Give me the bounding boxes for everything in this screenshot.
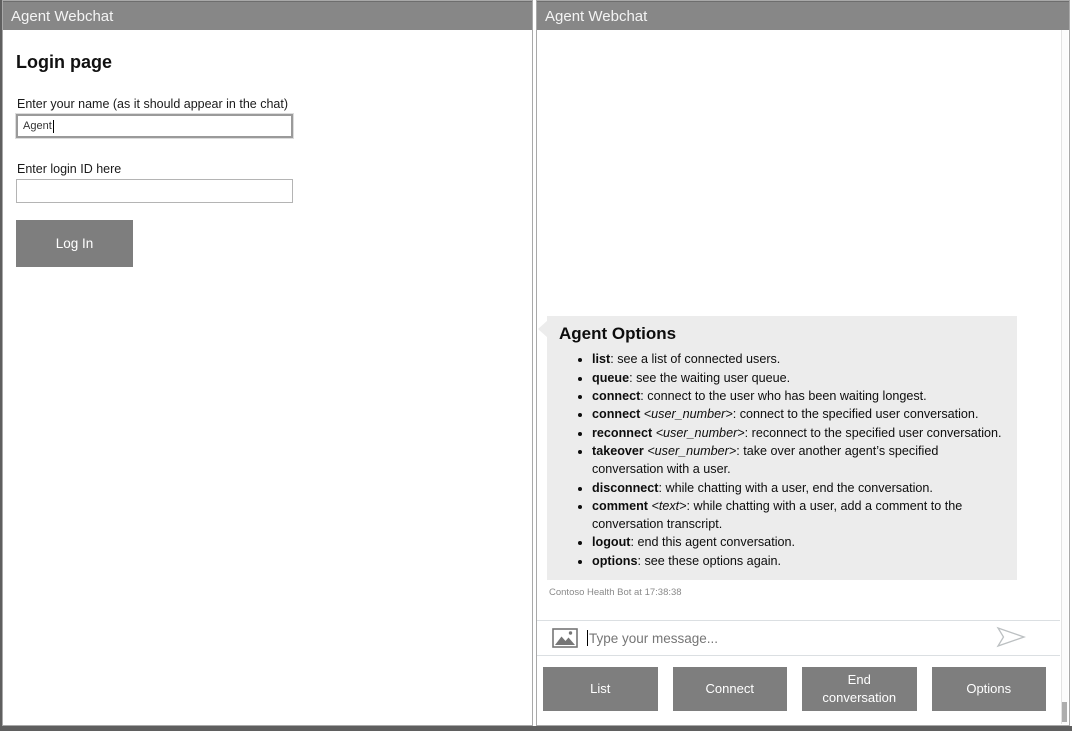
agent-option-item: • reconnect <user_number>: reconnect to the specified user conversation. bbox=[592, 424, 1005, 442]
agent-option-item: • queue: see the waiting user queue. bbox=[592, 369, 1005, 387]
login-id-input[interactable] bbox=[16, 179, 293, 203]
message-timestamp: Contoso Health Bot at 17:38:38 bbox=[549, 587, 682, 598]
agent-webchat-window bbox=[536, 0, 1070, 726]
message-input[interactable] bbox=[586, 621, 996, 655]
agent-option-item: • options: see these options again. bbox=[592, 552, 1005, 570]
action-button-connect[interactable]: Connect bbox=[673, 667, 788, 711]
agent-option-item: • takeover <user_number>: take over another agent’s specified conversation with a user. bbox=[592, 442, 1005, 479]
text-caret bbox=[587, 630, 588, 646]
message-input-placeholder: Type your message... bbox=[589, 630, 719, 646]
left-window-titlebar bbox=[3, 1, 532, 30]
window-frame-bottom-edge bbox=[0, 726, 1072, 731]
action-button-end-conversation[interactable]: End conversation bbox=[802, 667, 917, 711]
agent-options-list bbox=[559, 350, 1005, 570]
name-input[interactable] bbox=[16, 114, 293, 138]
right-window-title: Agent Webchat bbox=[545, 7, 648, 25]
chat-body bbox=[537, 30, 1060, 725]
login-page-heading: Login page bbox=[16, 52, 112, 72]
agent-option-item: • logout: end this agent conversation. bbox=[592, 533, 1005, 551]
bot-message-bubble bbox=[547, 316, 1017, 580]
sendbox bbox=[537, 620, 1060, 656]
agent-option-item: • connect <user_number>: connect to the specified user conversation. bbox=[592, 405, 1005, 423]
image-upload-icon bbox=[552, 628, 578, 648]
left-window-title: Agent Webchat bbox=[11, 7, 114, 25]
name-field-label: Enter your name (as it should appear in the chat) bbox=[17, 97, 288, 111]
bubble-notch bbox=[538, 320, 548, 338]
right-window-titlebar bbox=[537, 1, 1069, 30]
text-caret bbox=[53, 120, 54, 133]
send-paper-plane-icon bbox=[996, 626, 1026, 648]
action-button-list[interactable]: List bbox=[543, 667, 658, 711]
name-input-value: Agent bbox=[23, 120, 52, 132]
transcript-scrollbar[interactable] bbox=[1061, 30, 1068, 724]
send-button[interactable] bbox=[996, 626, 1026, 650]
login-button[interactable]: Log In bbox=[16, 220, 133, 267]
agent-options-heading: Agent Options bbox=[559, 324, 677, 344]
login-page bbox=[3, 30, 532, 267]
action-button-options[interactable]: Options bbox=[932, 667, 1047, 711]
suggested-actions bbox=[543, 667, 1046, 711]
agent-option-item: • connect: connect to the user who has been waiting longest. bbox=[592, 387, 1005, 405]
transcript-scrollbar-thumb[interactable] bbox=[1062, 702, 1067, 722]
agent-option-item: • list: see a list of connected users. bbox=[592, 350, 1005, 368]
login-id-field-label: Enter login ID here bbox=[17, 162, 122, 176]
agent-option-item: • disconnect: while chatting with a user, end the conversation. bbox=[592, 479, 1005, 497]
chat-transcript[interactable] bbox=[537, 30, 1060, 620]
agent-login-window bbox=[2, 0, 533, 726]
agent-option-item: • comment <text>: while chatting with a user, add a comment to the conversation transcript. bbox=[592, 497, 1005, 534]
upload-image-button[interactable] bbox=[551, 627, 579, 649]
